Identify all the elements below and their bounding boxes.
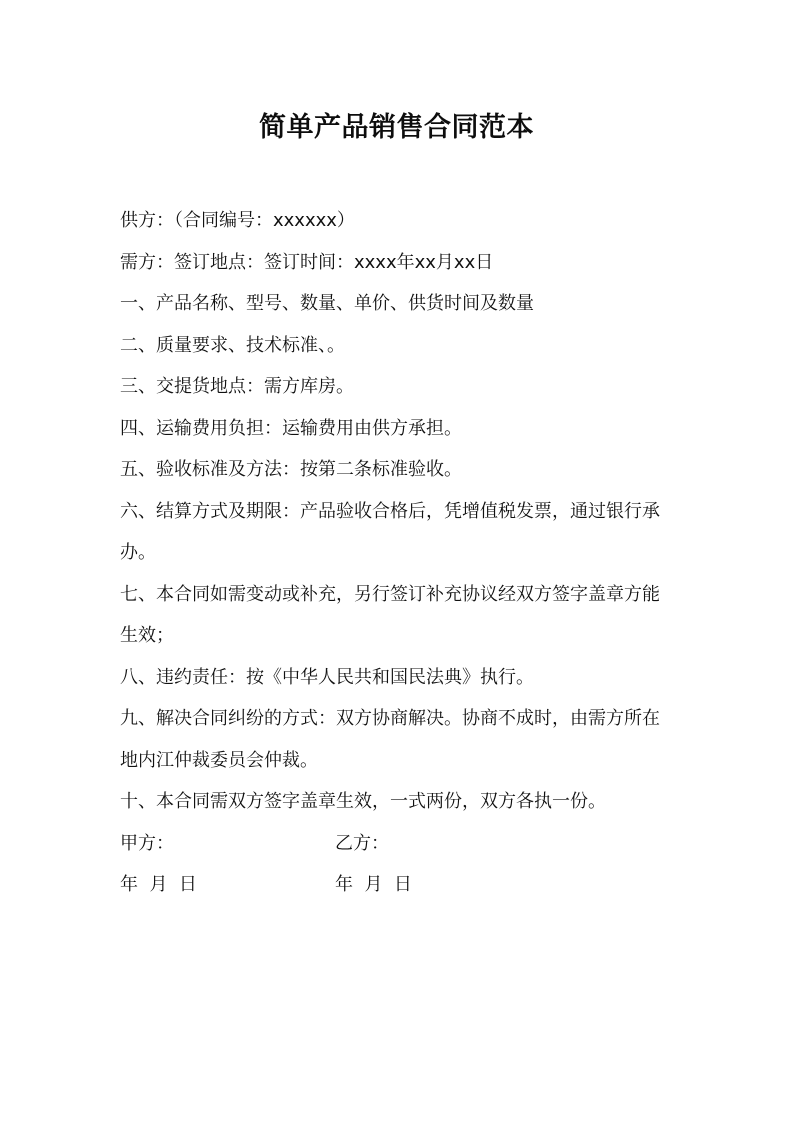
clause-4: 四、运输费用负担：运输费用由供方承担。: [120, 417, 462, 439]
document-title: 简单产品销售合同范本: [259, 112, 534, 143]
clause-9-line-2: 地内江仲裁委员会仲裁。: [120, 749, 318, 771]
clause-1: 一、产品名称、型号、数量、单价、供货时间及数量: [120, 293, 534, 314]
buyer-line: 需方：签订地点：签订时间：xxxx年xx月xx日: [120, 251, 494, 273]
clause-2: 二、质量要求、技术标准、。: [120, 334, 345, 356]
clause-5: 五、验收标准及方法：按第二条标准验收。: [120, 459, 462, 480]
clause-8: 八、违约责任：按《中华人民共和国民法典》执行。: [120, 666, 534, 688]
clause-7-line-1: 七、本合同如需变动或补充，另行签订补充协议经双方签字盖章方能: [120, 583, 660, 605]
party-a-label: 甲方：: [120, 832, 174, 854]
party-a-date: 年 月 日: [120, 874, 197, 895]
date-row: [120, 864, 682, 906]
party-b-date: 年 月 日: [335, 874, 412, 895]
clause-3: 三、交提货地点：需方库房。: [120, 376, 354, 397]
supplier-line: 供方：（合同编号：xxxxxx）: [120, 210, 355, 231]
party-b-label: 乙方：: [335, 832, 389, 854]
clause-10: 十、本合同需双方签字盖章生效，一式两份，双方各执一份。: [120, 791, 606, 812]
clause-9-line-1: 九、解决合同纠纷的方式：双方协商解决。协商不成时，由需方所在: [120, 708, 660, 729]
clause-6-line-2: 办。: [120, 542, 156, 563]
clause-6-line-1: 六、结算方式及期限：产品验收合格后，凭增值税发票，通过银行承: [120, 500, 660, 522]
contract-body: [120, 200, 682, 906]
clause-7-line-2: 生效；: [120, 625, 174, 646]
signature-row: [120, 823, 682, 865]
